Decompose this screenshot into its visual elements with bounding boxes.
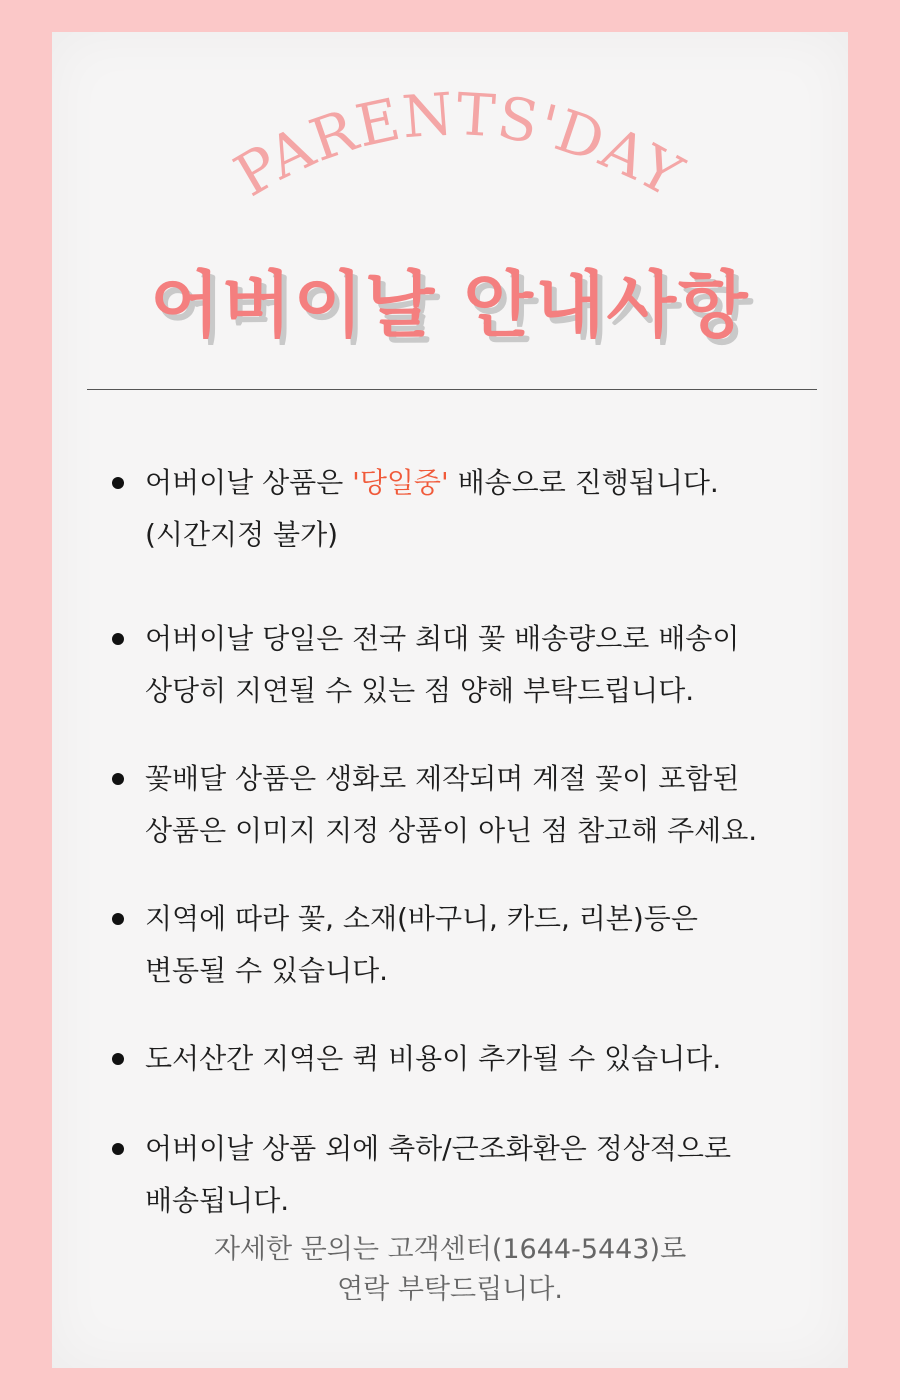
notice-text: 어버이날 상품은 '당일중' 배송으로 진행됩니다. (시간지정 불가) [145,466,719,551]
list-item [112,457,812,561]
notice-text: 어버이날 상품 외에 축하/근조화환은 정상적으로 배송됩니다. [145,1132,731,1217]
list-item [112,1033,812,1085]
bullet-icon [112,773,124,785]
footer-line: 연락 부탁드립니다. [337,1274,563,1305]
bullet-icon [112,1053,124,1065]
bullet-icon [112,913,124,925]
bullet-icon [112,477,124,489]
footer-line: 자세한 문의는 고객센터(1644-5443)로 [213,1234,687,1265]
divider [87,389,817,390]
bullet-icon [112,1143,124,1155]
notice-card [52,32,848,1368]
bullet-icon [112,633,124,645]
list-item [112,753,812,857]
list-item [112,613,812,717]
notice-text: 어버이날 당일은 전국 최대 꽃 배송량으로 배송이 상당히 지연될 수 있는 점 양해 부탁드립니다. [145,622,740,707]
list-item [112,1123,812,1227]
notice-text: 도서산간 지역은 퀵 비용이 추가될 수 있습니다. [145,1042,722,1075]
page-title: 어버이날 안내사항 [150,263,750,347]
notice-text: 꽃배달 상품은 생화로 제작되며 계절 꽃이 포함된 상품은 이미지 지정 상품이 아닌 점 참고해 주세요. [145,762,758,847]
notice-text: 지역에 따라 꽃, 소재(바구니, 카드, 리본)등은 변동될 수 있습니다. [145,902,698,987]
highlight-text: '당일중' [352,466,449,499]
contact-footer [52,1230,848,1310]
list-item [112,893,812,997]
svg-text:PARENTS'DAY: PARENTS'DAY [223,79,695,211]
